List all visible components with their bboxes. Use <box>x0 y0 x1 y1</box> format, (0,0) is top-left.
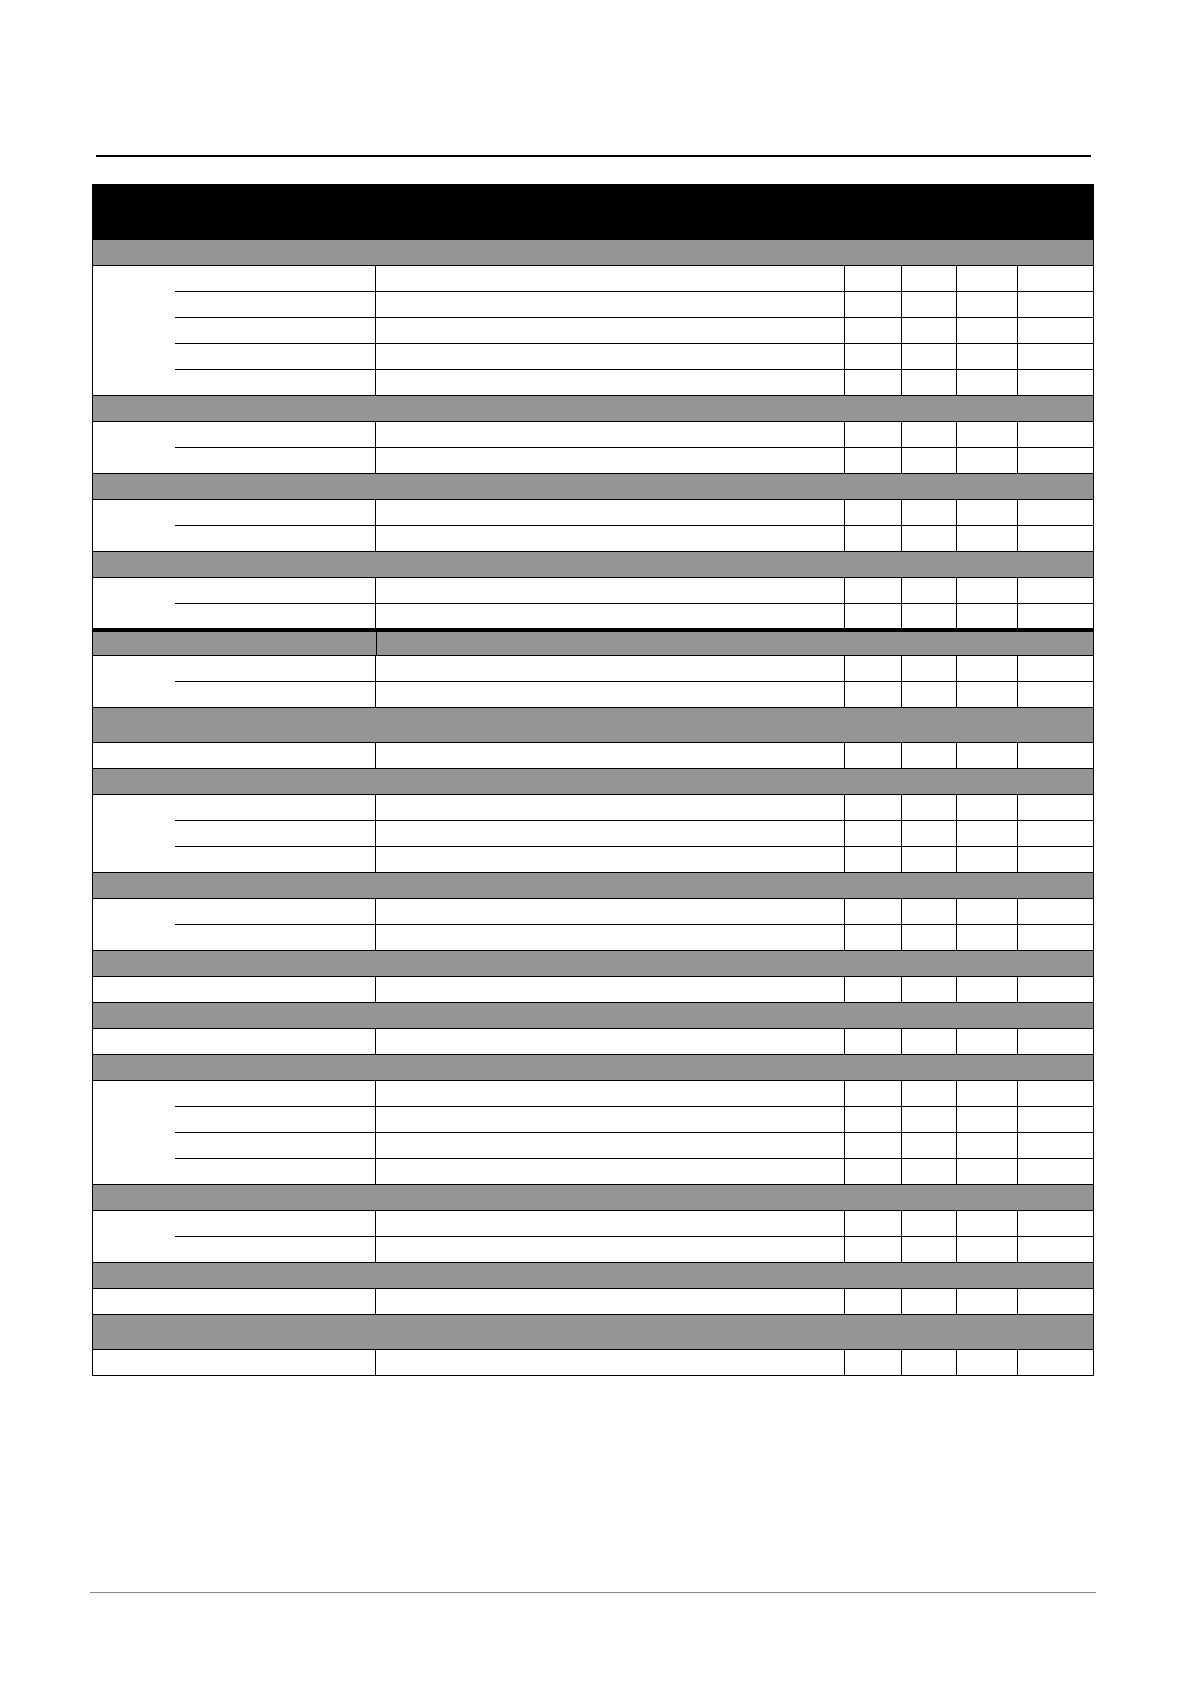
rating-cell-3 <box>957 682 1018 707</box>
section-header <box>92 769 1094 795</box>
description-cell <box>376 899 845 924</box>
item-cell <box>175 500 376 525</box>
rating-cell-1 <box>845 500 902 525</box>
table-row <box>175 266 1093 292</box>
item-cell <box>175 1211 376 1236</box>
rating-cell-1 <box>845 370 902 395</box>
item-cell <box>175 422 376 447</box>
table-row <box>175 925 1093 951</box>
rating-cell-1 <box>845 1107 902 1132</box>
rating-cell-4 <box>1018 821 1093 846</box>
rating-cell-2 <box>902 1350 957 1375</box>
rating-cell-1 <box>845 1133 902 1158</box>
section-header <box>92 474 1094 500</box>
rating-cell-1 <box>845 266 902 291</box>
section-group <box>92 1211 1094 1263</box>
table-header-bar <box>92 184 1094 240</box>
rating-cell-4 <box>1018 899 1093 924</box>
rating-cell-2 <box>902 1211 957 1236</box>
rating-cell-3 <box>957 1350 1018 1375</box>
rating-cell-2 <box>902 578 957 603</box>
rating-cell-4 <box>1018 344 1093 369</box>
section-header <box>92 1185 1094 1211</box>
rating-cell-2 <box>902 370 957 395</box>
rating-cell-2 <box>902 1237 957 1262</box>
item-cell <box>175 682 376 707</box>
table-row <box>175 448 1093 474</box>
rating-cell-3 <box>957 821 1018 846</box>
rating-cell-3 <box>957 1029 1018 1054</box>
rating-cell-2 <box>902 604 957 628</box>
rating-cell-2 <box>902 743 957 768</box>
rating-cell-2 <box>902 795 957 820</box>
section-header <box>92 708 1094 743</box>
description-cell <box>376 1107 845 1132</box>
rating-cell-2 <box>902 266 957 291</box>
item-cell <box>93 977 376 1002</box>
group-rows <box>175 578 1093 630</box>
item-cell <box>175 656 376 681</box>
item-cell <box>175 318 376 343</box>
item-cell <box>175 292 376 317</box>
rating-cell-2 <box>902 1029 957 1054</box>
table-row <box>175 847 1093 873</box>
section-header <box>92 1263 1094 1289</box>
item-cell <box>175 344 376 369</box>
rating-cell-4 <box>1018 1350 1093 1375</box>
rating-cell-3 <box>957 370 1018 395</box>
table-row <box>93 743 1093 769</box>
description-cell <box>376 500 845 525</box>
rating-cell-3 <box>957 899 1018 924</box>
description-cell <box>376 370 845 395</box>
item-cell <box>93 1350 376 1375</box>
item-cell <box>175 1159 376 1184</box>
section-group <box>92 422 1094 474</box>
rating-cell-1 <box>845 743 902 768</box>
group-label-cell <box>93 1211 175 1263</box>
section-header <box>92 1315 1094 1350</box>
rating-cell-2 <box>902 1081 957 1106</box>
item-cell <box>175 925 376 950</box>
description-cell <box>376 578 845 603</box>
group-rows <box>175 899 1093 951</box>
item-cell <box>175 578 376 603</box>
rating-cell-1 <box>845 526 902 551</box>
rating-cell-2 <box>902 682 957 707</box>
item-cell <box>175 370 376 395</box>
section-group <box>92 656 1094 708</box>
group-label-cell <box>93 656 175 708</box>
rating-cell-4 <box>1018 1133 1093 1158</box>
rating-cell-3 <box>957 604 1018 628</box>
item-cell <box>93 1029 376 1054</box>
rating-cell-4 <box>1018 795 1093 820</box>
rating-cell-1 <box>845 977 902 1002</box>
item-cell <box>175 795 376 820</box>
rating-cell-4 <box>1018 1211 1093 1236</box>
table-row <box>175 1159 1093 1185</box>
rating-cell-4 <box>1018 448 1093 473</box>
table-row <box>175 370 1093 396</box>
section-header <box>92 630 1094 656</box>
item-cell <box>93 743 376 768</box>
rating-cell-1 <box>845 899 902 924</box>
item-cell <box>175 604 376 628</box>
description-cell <box>376 795 845 820</box>
table-row <box>175 500 1093 526</box>
rating-cell-4 <box>1018 500 1093 525</box>
description-cell <box>376 1350 845 1375</box>
description-cell <box>376 656 845 681</box>
rating-cell-4 <box>1018 1289 1093 1314</box>
group-rows <box>175 795 1093 873</box>
rating-cell-3 <box>957 1081 1018 1106</box>
group-label-cell <box>93 266 175 396</box>
rating-cell-3 <box>957 422 1018 447</box>
group-rows <box>93 1029 1093 1055</box>
rating-cell-1 <box>845 448 902 473</box>
rating-cell-2 <box>902 500 957 525</box>
group-label-cell <box>93 795 175 873</box>
rating-cell-4 <box>1018 1237 1093 1262</box>
section-group <box>92 795 1094 873</box>
rating-cell-2 <box>902 1289 957 1314</box>
rating-cell-1 <box>845 318 902 343</box>
group-rows <box>175 1211 1093 1263</box>
table-row <box>175 604 1093 630</box>
table-row <box>175 1237 1093 1263</box>
rating-cell-3 <box>957 448 1018 473</box>
rating-cell-2 <box>902 1159 957 1184</box>
rating-cell-3 <box>957 1211 1018 1236</box>
section-header <box>92 240 1094 266</box>
description-cell <box>376 422 845 447</box>
section-header <box>92 951 1094 977</box>
section-group <box>92 578 1094 630</box>
section-group <box>92 743 1094 769</box>
description-cell <box>376 266 845 291</box>
rating-cell-3 <box>957 1133 1018 1158</box>
group-rows <box>175 266 1093 396</box>
section-header <box>92 396 1094 422</box>
group-rows <box>175 422 1093 474</box>
rating-cell-1 <box>845 682 902 707</box>
description-cell <box>376 1289 845 1314</box>
rating-cell-2 <box>902 977 957 1002</box>
rating-cell-1 <box>845 656 902 681</box>
description-cell <box>376 1133 845 1158</box>
item-cell <box>175 526 376 551</box>
top-rule <box>96 155 1091 157</box>
section-group <box>92 899 1094 951</box>
rating-cell-3 <box>957 795 1018 820</box>
rating-cell-3 <box>957 344 1018 369</box>
description-cell <box>376 1237 845 1262</box>
table-row <box>93 1029 1093 1055</box>
form-table <box>92 184 1094 1376</box>
rating-cell-3 <box>957 977 1018 1002</box>
description-cell <box>376 1211 845 1236</box>
group-label-cell <box>93 578 175 630</box>
rating-cell-3 <box>957 266 1018 291</box>
group-rows <box>93 1350 1093 1376</box>
rating-cell-4 <box>1018 604 1093 628</box>
rating-cell-3 <box>957 1289 1018 1314</box>
rating-cell-4 <box>1018 977 1093 1002</box>
rating-cell-1 <box>845 292 902 317</box>
section-group <box>92 500 1094 552</box>
description-cell <box>376 682 845 707</box>
table-row <box>175 1133 1093 1159</box>
description-cell <box>376 925 845 950</box>
description-cell <box>376 743 845 768</box>
description-cell <box>376 292 845 317</box>
footer-rule <box>90 1592 1096 1593</box>
table-row <box>175 422 1093 448</box>
rating-cell-4 <box>1018 578 1093 603</box>
rating-cell-1 <box>845 795 902 820</box>
table-row <box>175 292 1093 318</box>
rating-cell-4 <box>1018 1159 1093 1184</box>
rating-cell-3 <box>957 1237 1018 1262</box>
table-row <box>93 1289 1093 1315</box>
section-header <box>92 552 1094 578</box>
description-cell <box>376 1081 845 1106</box>
table-row <box>175 795 1093 821</box>
item-cell <box>175 1107 376 1132</box>
description-cell <box>376 526 845 551</box>
rating-cell-3 <box>957 925 1018 950</box>
section-group <box>92 1029 1094 1055</box>
rating-cell-1 <box>845 1289 902 1314</box>
description-cell <box>376 977 845 1002</box>
item-cell <box>175 847 376 872</box>
rating-cell-4 <box>1018 925 1093 950</box>
rating-cell-4 <box>1018 847 1093 872</box>
description-cell <box>376 1159 845 1184</box>
group-label-cell <box>93 500 175 552</box>
rating-cell-2 <box>902 422 957 447</box>
rating-cell-2 <box>902 847 957 872</box>
group-rows <box>93 743 1093 769</box>
rating-cell-2 <box>902 1107 957 1132</box>
rating-cell-1 <box>845 1159 902 1184</box>
group-rows <box>175 500 1093 552</box>
rating-cell-4 <box>1018 292 1093 317</box>
rating-cell-2 <box>902 656 957 681</box>
rating-cell-4 <box>1018 743 1093 768</box>
group-rows <box>93 977 1093 1003</box>
table-row <box>175 344 1093 370</box>
item-cell <box>175 1237 376 1262</box>
rating-cell-3 <box>957 847 1018 872</box>
item-cell <box>175 899 376 924</box>
section-group <box>92 1081 1094 1185</box>
rating-cell-2 <box>902 899 957 924</box>
rating-cell-4 <box>1018 1081 1093 1106</box>
rating-cell-2 <box>902 292 957 317</box>
rating-cell-2 <box>902 526 957 551</box>
section-group <box>92 266 1094 396</box>
item-cell <box>175 821 376 846</box>
group-label-cell <box>93 422 175 474</box>
section-header <box>92 1055 1094 1081</box>
rating-cell-1 <box>845 578 902 603</box>
rating-cell-1 <box>845 925 902 950</box>
rating-cell-3 <box>957 578 1018 603</box>
rating-cell-3 <box>957 318 1018 343</box>
rating-cell-4 <box>1018 526 1093 551</box>
item-cell <box>93 1289 376 1314</box>
table-row <box>175 821 1093 847</box>
rating-cell-3 <box>957 743 1018 768</box>
rating-cell-2 <box>902 318 957 343</box>
rating-cell-2 <box>902 448 957 473</box>
rating-cell-4 <box>1018 318 1093 343</box>
section-group <box>92 1289 1094 1315</box>
rating-cell-1 <box>845 1237 902 1262</box>
table-row <box>175 318 1093 344</box>
description-cell <box>376 847 845 872</box>
group-rows <box>175 656 1093 708</box>
group-label-cell <box>93 899 175 951</box>
rating-cell-1 <box>845 422 902 447</box>
rating-cell-3 <box>957 526 1018 551</box>
table-row <box>175 656 1093 682</box>
rating-cell-1 <box>845 1211 902 1236</box>
description-cell <box>376 1029 845 1054</box>
rating-cell-1 <box>845 604 902 628</box>
item-cell <box>175 266 376 291</box>
table-row <box>175 578 1093 604</box>
table-row <box>175 1107 1093 1133</box>
table-row <box>175 899 1093 925</box>
table-row <box>175 526 1093 552</box>
rating-cell-3 <box>957 656 1018 681</box>
rating-cell-3 <box>957 1159 1018 1184</box>
rating-cell-3 <box>957 292 1018 317</box>
rating-cell-3 <box>957 500 1018 525</box>
rating-cell-1 <box>845 1350 902 1375</box>
rating-cell-4 <box>1018 422 1093 447</box>
section-header <box>92 1003 1094 1029</box>
rating-cell-2 <box>902 1133 957 1158</box>
table-row <box>175 1081 1093 1107</box>
section-group <box>92 977 1094 1003</box>
rating-cell-2 <box>902 925 957 950</box>
rating-cell-2 <box>902 821 957 846</box>
item-cell <box>175 1081 376 1106</box>
description-cell <box>376 344 845 369</box>
description-cell <box>376 821 845 846</box>
item-cell <box>175 448 376 473</box>
rating-cell-2 <box>902 344 957 369</box>
description-cell <box>376 604 845 628</box>
table-row <box>93 1350 1093 1376</box>
description-cell <box>376 318 845 343</box>
group-rows <box>93 1289 1093 1315</box>
rating-cell-1 <box>845 1081 902 1106</box>
rating-cell-1 <box>845 847 902 872</box>
rating-cell-1 <box>845 344 902 369</box>
rating-cell-4 <box>1018 682 1093 707</box>
rating-cell-4 <box>1018 370 1093 395</box>
rating-cell-4 <box>1018 1029 1093 1054</box>
rating-cell-1 <box>845 1029 902 1054</box>
description-cell <box>376 448 845 473</box>
table-row <box>175 1211 1093 1237</box>
rating-cell-4 <box>1018 1107 1093 1132</box>
rating-cell-1 <box>845 821 902 846</box>
item-cell <box>175 1133 376 1158</box>
rating-cell-4 <box>1018 266 1093 291</box>
group-label-cell <box>93 1081 175 1185</box>
group-rows <box>175 1081 1093 1185</box>
rating-cell-4 <box>1018 656 1093 681</box>
rating-cell-3 <box>957 1107 1018 1132</box>
section-header <box>92 873 1094 899</box>
table-row <box>93 977 1093 1003</box>
section-group <box>92 1350 1094 1376</box>
table-row <box>175 682 1093 708</box>
